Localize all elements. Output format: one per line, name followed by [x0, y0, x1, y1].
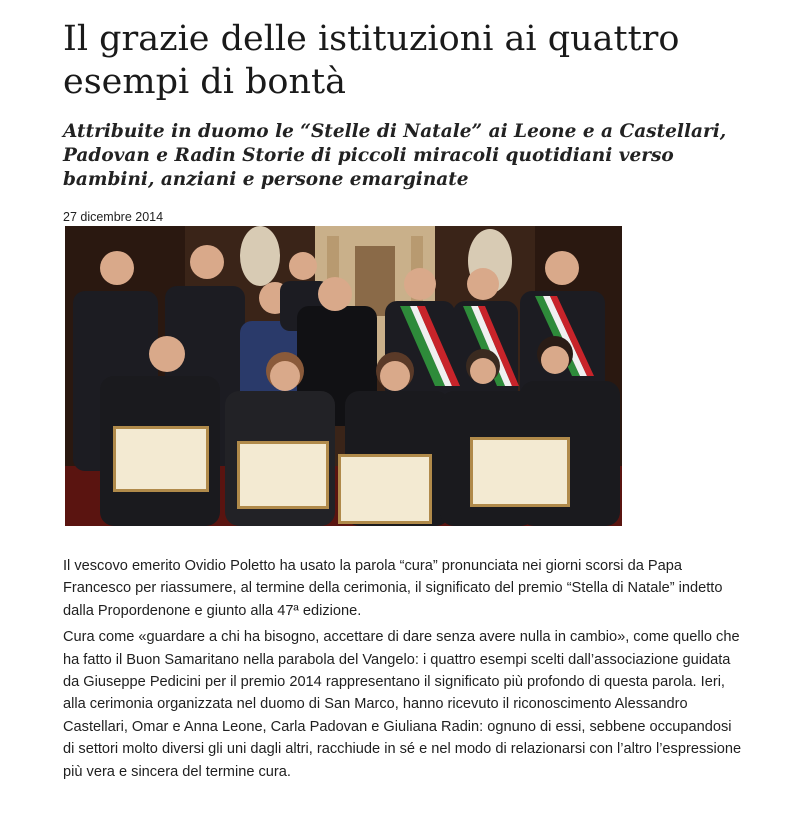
- certificate-3: [338, 454, 432, 524]
- article-paragraph: Il vescovo emerito Ovidio Poletto ha usato la parola “cura” pronunciata nei giorni scorsi da Papa Francesco per riassumere, al termine della cerimonia, il significato del premio “Stella di Natale” indetto dalla Propordenone e giunto alla 47ª edizione.: [63, 558, 723, 619]
- certificate-1: [113, 426, 209, 492]
- article-date: 27 dicembre 2014: [63, 210, 164, 224]
- article-body: [63, 555, 743, 787]
- certificate-4: [470, 437, 570, 507]
- statue-left: [240, 226, 280, 286]
- ceremony-photo-illustration: [65, 226, 622, 526]
- article-subtitle: Attribuite in duomo le “Stelle di Natale” ai Leone e a Castellari, Padovan e Radin Storie di piccoli miracoli quotidiani verso bambini, anziani e persone emarginate: [63, 121, 727, 190]
- ceremony-photo: [65, 226, 622, 526]
- certificate-2: [237, 441, 329, 509]
- article-paragraph: Cura come «guardare a chi ha bisogno, accettare di dare senza avere nulla in cambio», come quello che ha fatto il Buon Samaritano nella parabola del Vangelo: i quattro esempi scelti dall’associazione guidata da Giuseppe Pedicini per il premio 2014 rappresentano il significato più profondo di questa parola. Ieri, alla cerimonia organizzata nel duomo di San Marco, hanno ricevuto il riconoscimento Alessandro Castellari, Omar e Anna Leone, Carla Padovan e Giuliana Radin: ognuno di essi, sebbene occupandosi di settori molto diversi gli uni dagli altri, racchiude in sé e nel modo di relazionarsi con l’altro l’espressione più vera e sincera del termine cura.: [63, 629, 742, 780]
- article-title: Il grazie delle istituzioni ai quattro esempi di bontà: [63, 19, 680, 102]
